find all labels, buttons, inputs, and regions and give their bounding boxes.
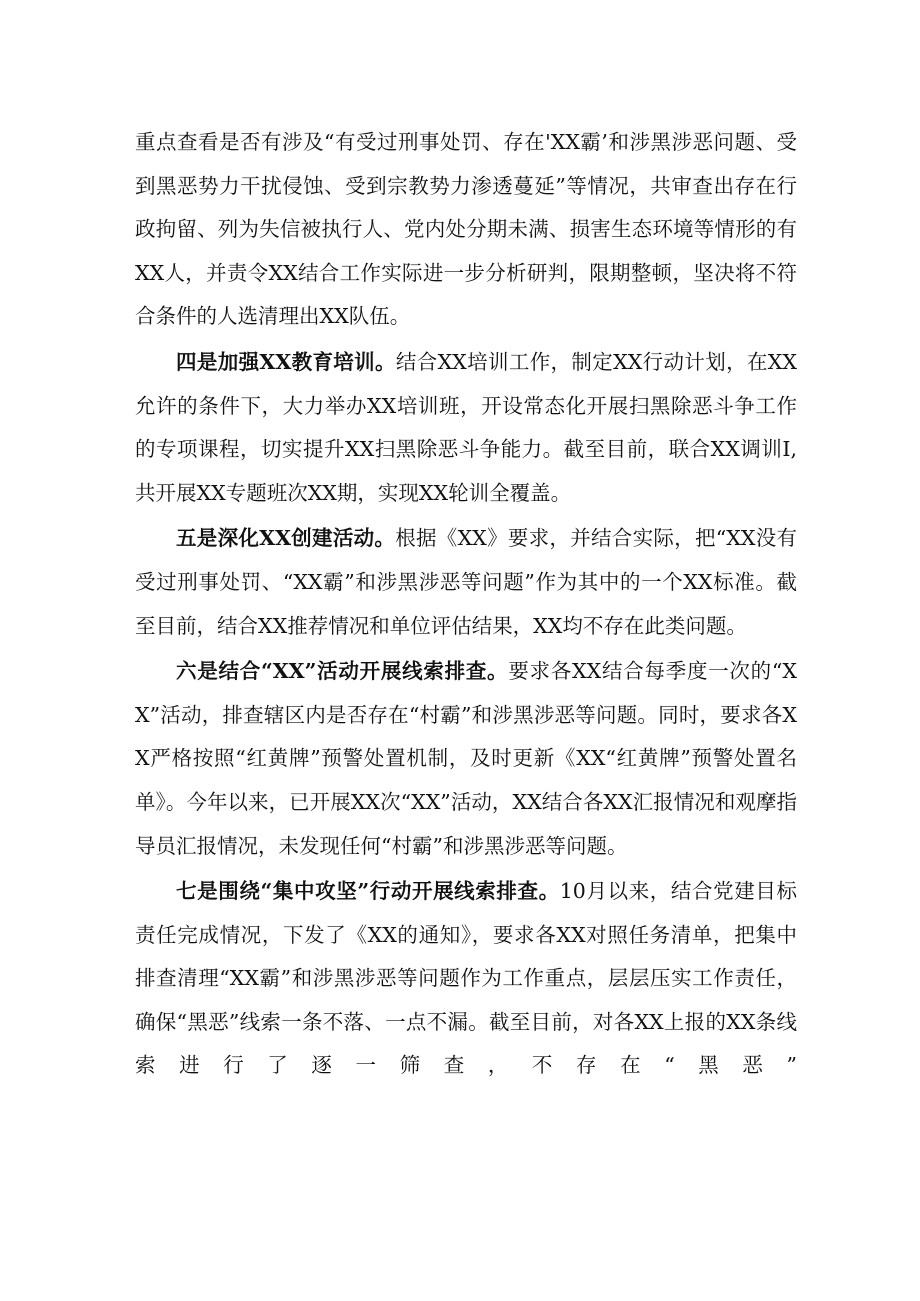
paragraph-3-lead: 五是深化XX创建活动。 (176, 526, 396, 551)
paragraph-4-lead: 六是结合“XX”活动开展线索排查。 (176, 659, 509, 684)
paragraph-2-lead: 四是加强XX教育培训。 (176, 349, 396, 374)
paragraph-3-text: 根据《XX》要求，并结合实际，把“XX没有受过刑事处罚、“XX霸”和涉黑涉恶等问题”作为其中的一个XX标准。截至目前，结合XX推荐情况和单位评估结果，XX均不存在此类问题。 (135, 526, 798, 638)
paragraph-2 (135, 341, 797, 515)
paragraph-5-text: 10月以来，结合党建目标责任完成情况，下发了《XX的通知》，要求各XX对照任务清单，把集中排查清理“XX霸”和涉黑涉恶等问题作为工作重点，层层压实工作责任，确保“黑恶”线索一条不落、一点不漏。截至目前，对各XX上报的XX条线索进行了逐一筛查，不存在“黑恶” (135, 879, 797, 1078)
paragraph-3 (135, 517, 797, 648)
document-page (135, 121, 797, 1090)
paragraph-1-text: 重点查看是否有涉及“有受过刑事处罚、存在'XX霸’和涉黑涉恶问题、受到黑恶势力干扰侵蚀、受到宗教势力渗透蔓延”等情况，共审查出存在行政拘留、列为失信被执行人、党内处分期未满、损害生态环境等情形的有XX人，并责令XX结合工作实际进一步分析研判，限期整顿，坚决将不符合条件的人选清理出XX队伍。 (135, 130, 797, 329)
paragraph-4 (135, 650, 797, 868)
paragraph-4-text: 要求各XX结合每季度一次的“XX”活动，排查辖区内是否存在“村霸”和涉黑涉恶等问题。同时，要求各XX严格按照“红黄牌”预警处置机制，及时更新《XX“红黄牌”预警处置名单》。今年以来，已开展XX次“XX”活动，XX结合各XX汇报情况和观摩指导员汇报情况，未发现任何“村霸”和涉黑涉恶等问题。 (135, 659, 797, 858)
paragraph-1 (135, 121, 797, 339)
paragraph-5 (135, 870, 797, 1088)
paragraph-2-text: 结合XX培训工作，制定XX行动计划，在XX允许的条件下，大力举办XX培训班，开设常态化开展扫黑除恶斗争工作的专项课程，切实提升XX扫黑除恶斗争能力。截至目前，联合XX调训I,共开展XX专题班次XX期，实现XX轮训全覆盖。 (135, 349, 797, 505)
paragraph-5-lead: 七是围绕“集中攻坚”行动开展线索排查。 (176, 879, 560, 904)
